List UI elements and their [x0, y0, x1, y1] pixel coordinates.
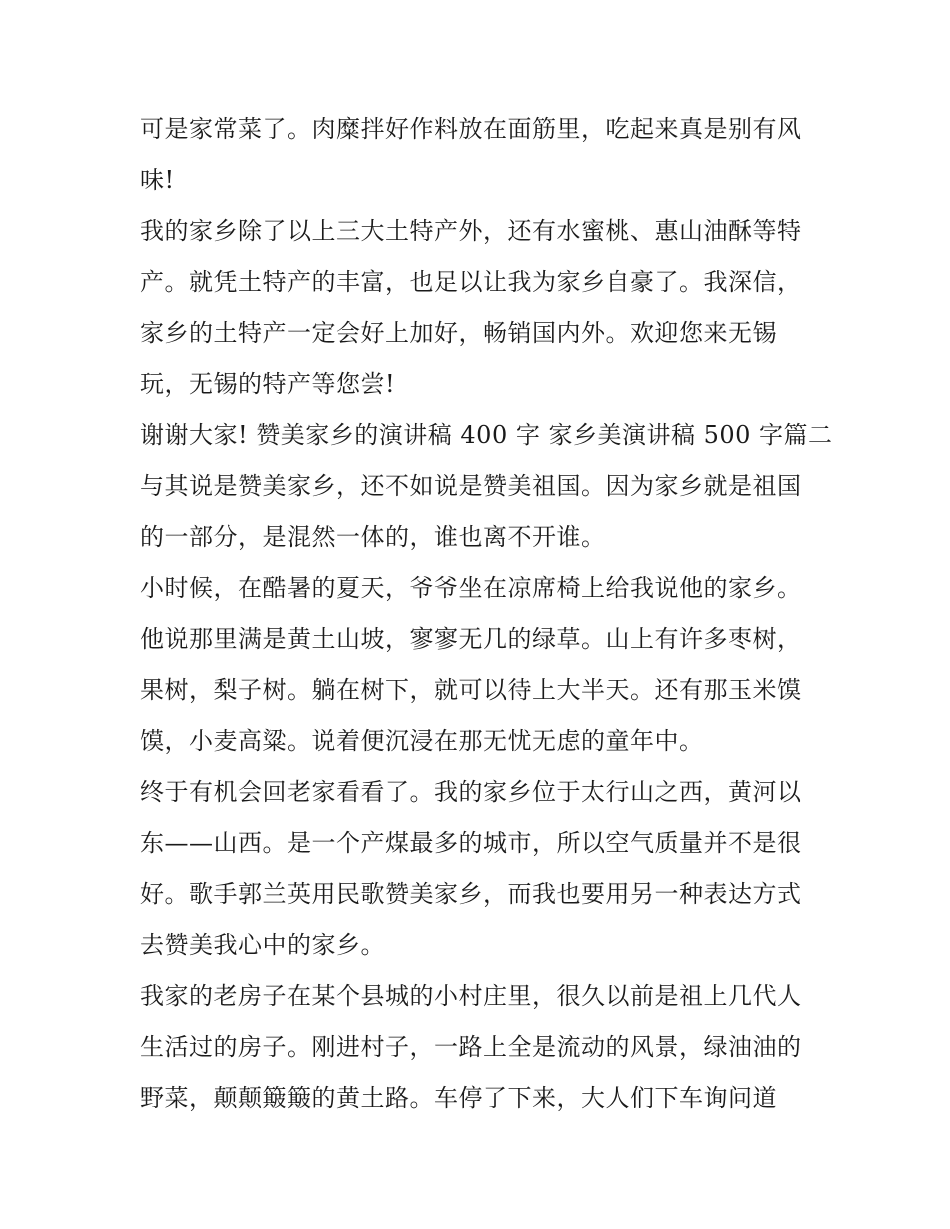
text-line: 玩，无锡的特产等您尝!	[140, 370, 396, 398]
text-line: 家乡的土特产一定会好上加好，畅销国内外。欢迎您来无锡	[140, 319, 777, 347]
text-line: 终于有机会回老家看看了。我的家乡位于太行山之西，黄河以	[140, 778, 802, 806]
text-line: 与其说是赞美家乡，还不如说是赞美祖国。因为家乡就是祖国	[140, 472, 802, 500]
text-line: 果树，梨子树。躺在树下，就可以待上大半天。还有那玉米馍	[140, 676, 802, 704]
text-line: 好。歌手郭兰英用民歌赞美家乡，而我也要用另一种表达方式	[140, 880, 802, 908]
text-line: 的一部分，是混然一体的，谁也离不开谁。	[140, 523, 606, 551]
text-line: 味!	[140, 166, 175, 194]
text-line: 产。就凭土特产的丰富，也足以让我为家乡自豪了。我深信，	[140, 268, 802, 296]
text-line: 谢谢大家! 赞美家乡的演讲稿 400 字 家乡美演讲稿 500 字篇二	[140, 421, 833, 449]
text-line: 去赞美我心中的家乡。	[140, 931, 385, 959]
text-line: 我家的老房子在某个县城的小村庄里，很久以前是祖上几代人	[140, 982, 802, 1010]
text-line: 小时候，在酷暑的夏天，爷爷坐在凉席椅上给我说他的家乡。	[140, 574, 802, 602]
text-line: 可是家常菜了。肉糜拌好作料放在面筋里，吃起来真是别有风	[140, 115, 802, 143]
text-line: 野菜，颠颠簸簸的黄土路。车停了下来，大人们下车询问道	[140, 1084, 777, 1112]
text-line: 他说那里满是黄土山坡，寥寥无几的绿草。山上有许多枣树，	[140, 625, 802, 653]
document-body	[140, 104, 833, 1124]
text-line: 生活过的房子。刚进村子，一路上全是流动的风景，绿油油的	[140, 1033, 802, 1061]
text-line: 东——山西。是一个产煤最多的城市，所以空气质量并不是很	[140, 829, 802, 857]
text-line: 我的家乡除了以上三大土特产外，还有水蜜桃、惠山油酥等特	[140, 217, 802, 245]
text-line: 馍，小麦高粱。说着便沉浸在那无忧无虑的童年中。	[140, 727, 704, 755]
